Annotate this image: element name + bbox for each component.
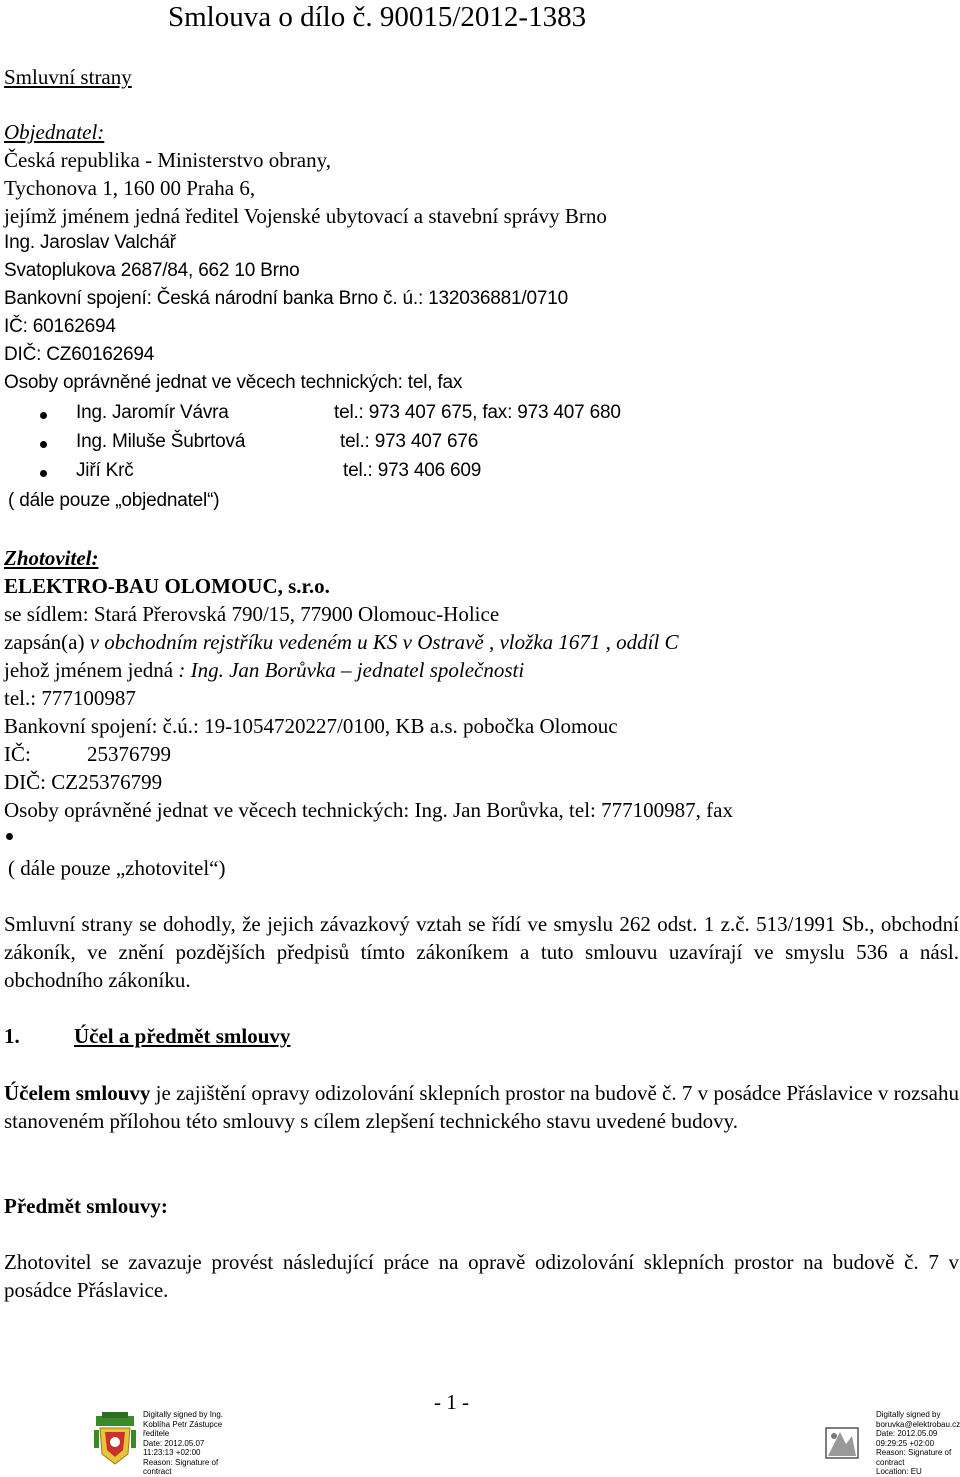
zapsan-registry: v obchodním rejstříku vedeném u KS v Ostravě , vložka 1671 , oddíl C (89, 630, 679, 654)
signature-right-line: Location: EU (876, 1467, 922, 1476)
section-number: 1. (4, 1024, 20, 1048)
objednatel-heading: Objednatel: (4, 120, 105, 144)
objednatel-line: jejímž jménem jedná ředitel Vojenské ubytovací a stavební správy Brno (4, 204, 607, 228)
parties-heading: Smluvní strany (4, 65, 132, 89)
zhotovitel-name: ELEKTRO-BAU OLOMOUC, s.r.o. (4, 574, 330, 598)
objednatel-line: Ing. Jaroslav Valchář (4, 232, 176, 253)
purpose-label: Účelem smlouvy (4, 1081, 151, 1105)
seal-emblem-icon (92, 1410, 138, 1468)
signature-left-line: Date: 2012.05.07 (143, 1438, 205, 1448)
signature-right-line: Digitally signed by (876, 1410, 941, 1419)
zhotovitel-tel: tel.: 777100987 (4, 686, 136, 710)
objednatel-line: Osoby oprávněné jednat ve věcech technických: tel, fax (4, 372, 463, 393)
contact-tel: tel.: 973 406 609 (343, 460, 482, 481)
signature-mark-icon (812, 1410, 872, 1468)
signature-right-line: 09:29:25 +02:00 (876, 1438, 935, 1448)
signature-right (876, 1410, 960, 1477)
signature-left-line: contract (143, 1467, 172, 1476)
objednatel-line: IČ: 60162694 (4, 316, 116, 337)
signature-right-line: contract (876, 1457, 905, 1467)
zhotovitel-jehoz (4, 656, 524, 684)
subject-heading: Předmět smlouvy: (4, 1194, 168, 1218)
contact-name: Ing. Jaromír Vávra (76, 402, 229, 423)
signature-right-line: Date: 2012.05.09 (876, 1429, 938, 1438)
signature-right-line: boruvka@elektrobau.cz (876, 1419, 960, 1429)
page-number: - 1 - (434, 1390, 469, 1414)
signature-left-line: 11:23:13 +02:00 (143, 1448, 201, 1457)
zhotovitel-ic-value: 25376799 (87, 742, 171, 766)
bullet-icon (40, 470, 47, 477)
contact-name: Ing. Miluše Šubrtová (76, 431, 246, 452)
objednatel-line: Tychonova 1, 160 00 Praha 6, (4, 176, 256, 200)
signature-left-line: Digitally signed by Ing. (143, 1410, 224, 1419)
section-title: Účel a předmět smlouvy (74, 1024, 291, 1048)
bullet-icon (40, 412, 47, 419)
zhotovitel-heading: Zhotovitel: (4, 546, 99, 570)
objednatel-line: Bankovní spojení: Česká národní banka Brno č. ú.: 132036881/0710 (4, 288, 568, 309)
bullet-icon (40, 441, 47, 448)
page-title: Smlouva o dílo č. 90015/2012-1383 (168, 1, 587, 33)
zhotovitel-alias: ( dále pouze „zhotovitel“) (8, 856, 226, 880)
subject-paragraph: Zhotovitel se zavazuje provést následující práce na opravě odizolování sklepních prostor na budově č. 7 v posádce Přáslavice. (4, 1250, 959, 1302)
jehoz-prefix: jehož jménem jedná (4, 658, 179, 682)
contact-name: Jiří Krč (76, 460, 134, 481)
contact-tel: tel.: 973 407 676 (340, 431, 479, 452)
signature-left-line: Reason: Signature of (143, 1457, 219, 1467)
zhotovitel-zapsan (4, 628, 679, 656)
bullet-icon (6, 833, 13, 840)
objednatel-alias: ( dále pouze „objednatel“) (8, 490, 220, 511)
objednatel-line: Svatoplukova 2687/84, 662 10 Brno (4, 260, 300, 281)
zhotovitel-sidlo: se sídlem: Stará Přerovská 790/15, 77900 Olomouc-Holice (4, 602, 500, 626)
signature-left-line: ředitele (143, 1429, 170, 1438)
signature-right-line: Reason: Signature of (876, 1448, 952, 1457)
purpose-paragraph (4, 1079, 959, 1135)
purpose-text: je zajištění opravy odizolování sklepních prostor na budově č. 7 v posádce Přáslavice v rozsahu stanoveném přílohou této smlouvy s cílem zlepšení technického stavu uvedené budovy. (4, 1081, 959, 1133)
zapsan-prefix: zapsán(a) (4, 630, 90, 654)
jehoz-jednatel: : Ing. Jan Borůvka – jednatel společnosti (178, 658, 525, 682)
signature-left (143, 1410, 223, 1477)
zhotovitel-dic: DIČ: CZ25376799 (4, 770, 163, 794)
objednatel-line: Česká republika - Ministerstvo obrany, (4, 148, 331, 172)
zhotovitel-ic-label: IČ: (4, 742, 31, 766)
contact-tel: tel.: 973 407 675, fax: 973 407 680 (334, 402, 621, 423)
zhotovitel-bank: Bankovní spojení: č.ú.: 19-1054720227/0100, KB a.s. pobočka Olomouc (4, 714, 618, 738)
objednatel-line: DIČ: CZ60162694 (4, 344, 155, 365)
signature-left-line: Koblíha Petr Zástupce (143, 1419, 223, 1429)
zhotovitel-osoby: Osoby oprávněné jednat ve věcech technických: Ing. Jan Borůvka, tel: 777100987, fax (4, 798, 733, 822)
agreement-paragraph: Smluvní strany se dohodly, že jejich závazkový vztah se řídí ve smyslu 262 odst. 1 z.č. 513/1991 Sb., obchodní zákoník, ve znění pozdějších předpisů tímto zákoníkem a tuto smlouvu uzavírají ve smyslu 536 a násl. obchodního zákoníku. (4, 912, 959, 992)
